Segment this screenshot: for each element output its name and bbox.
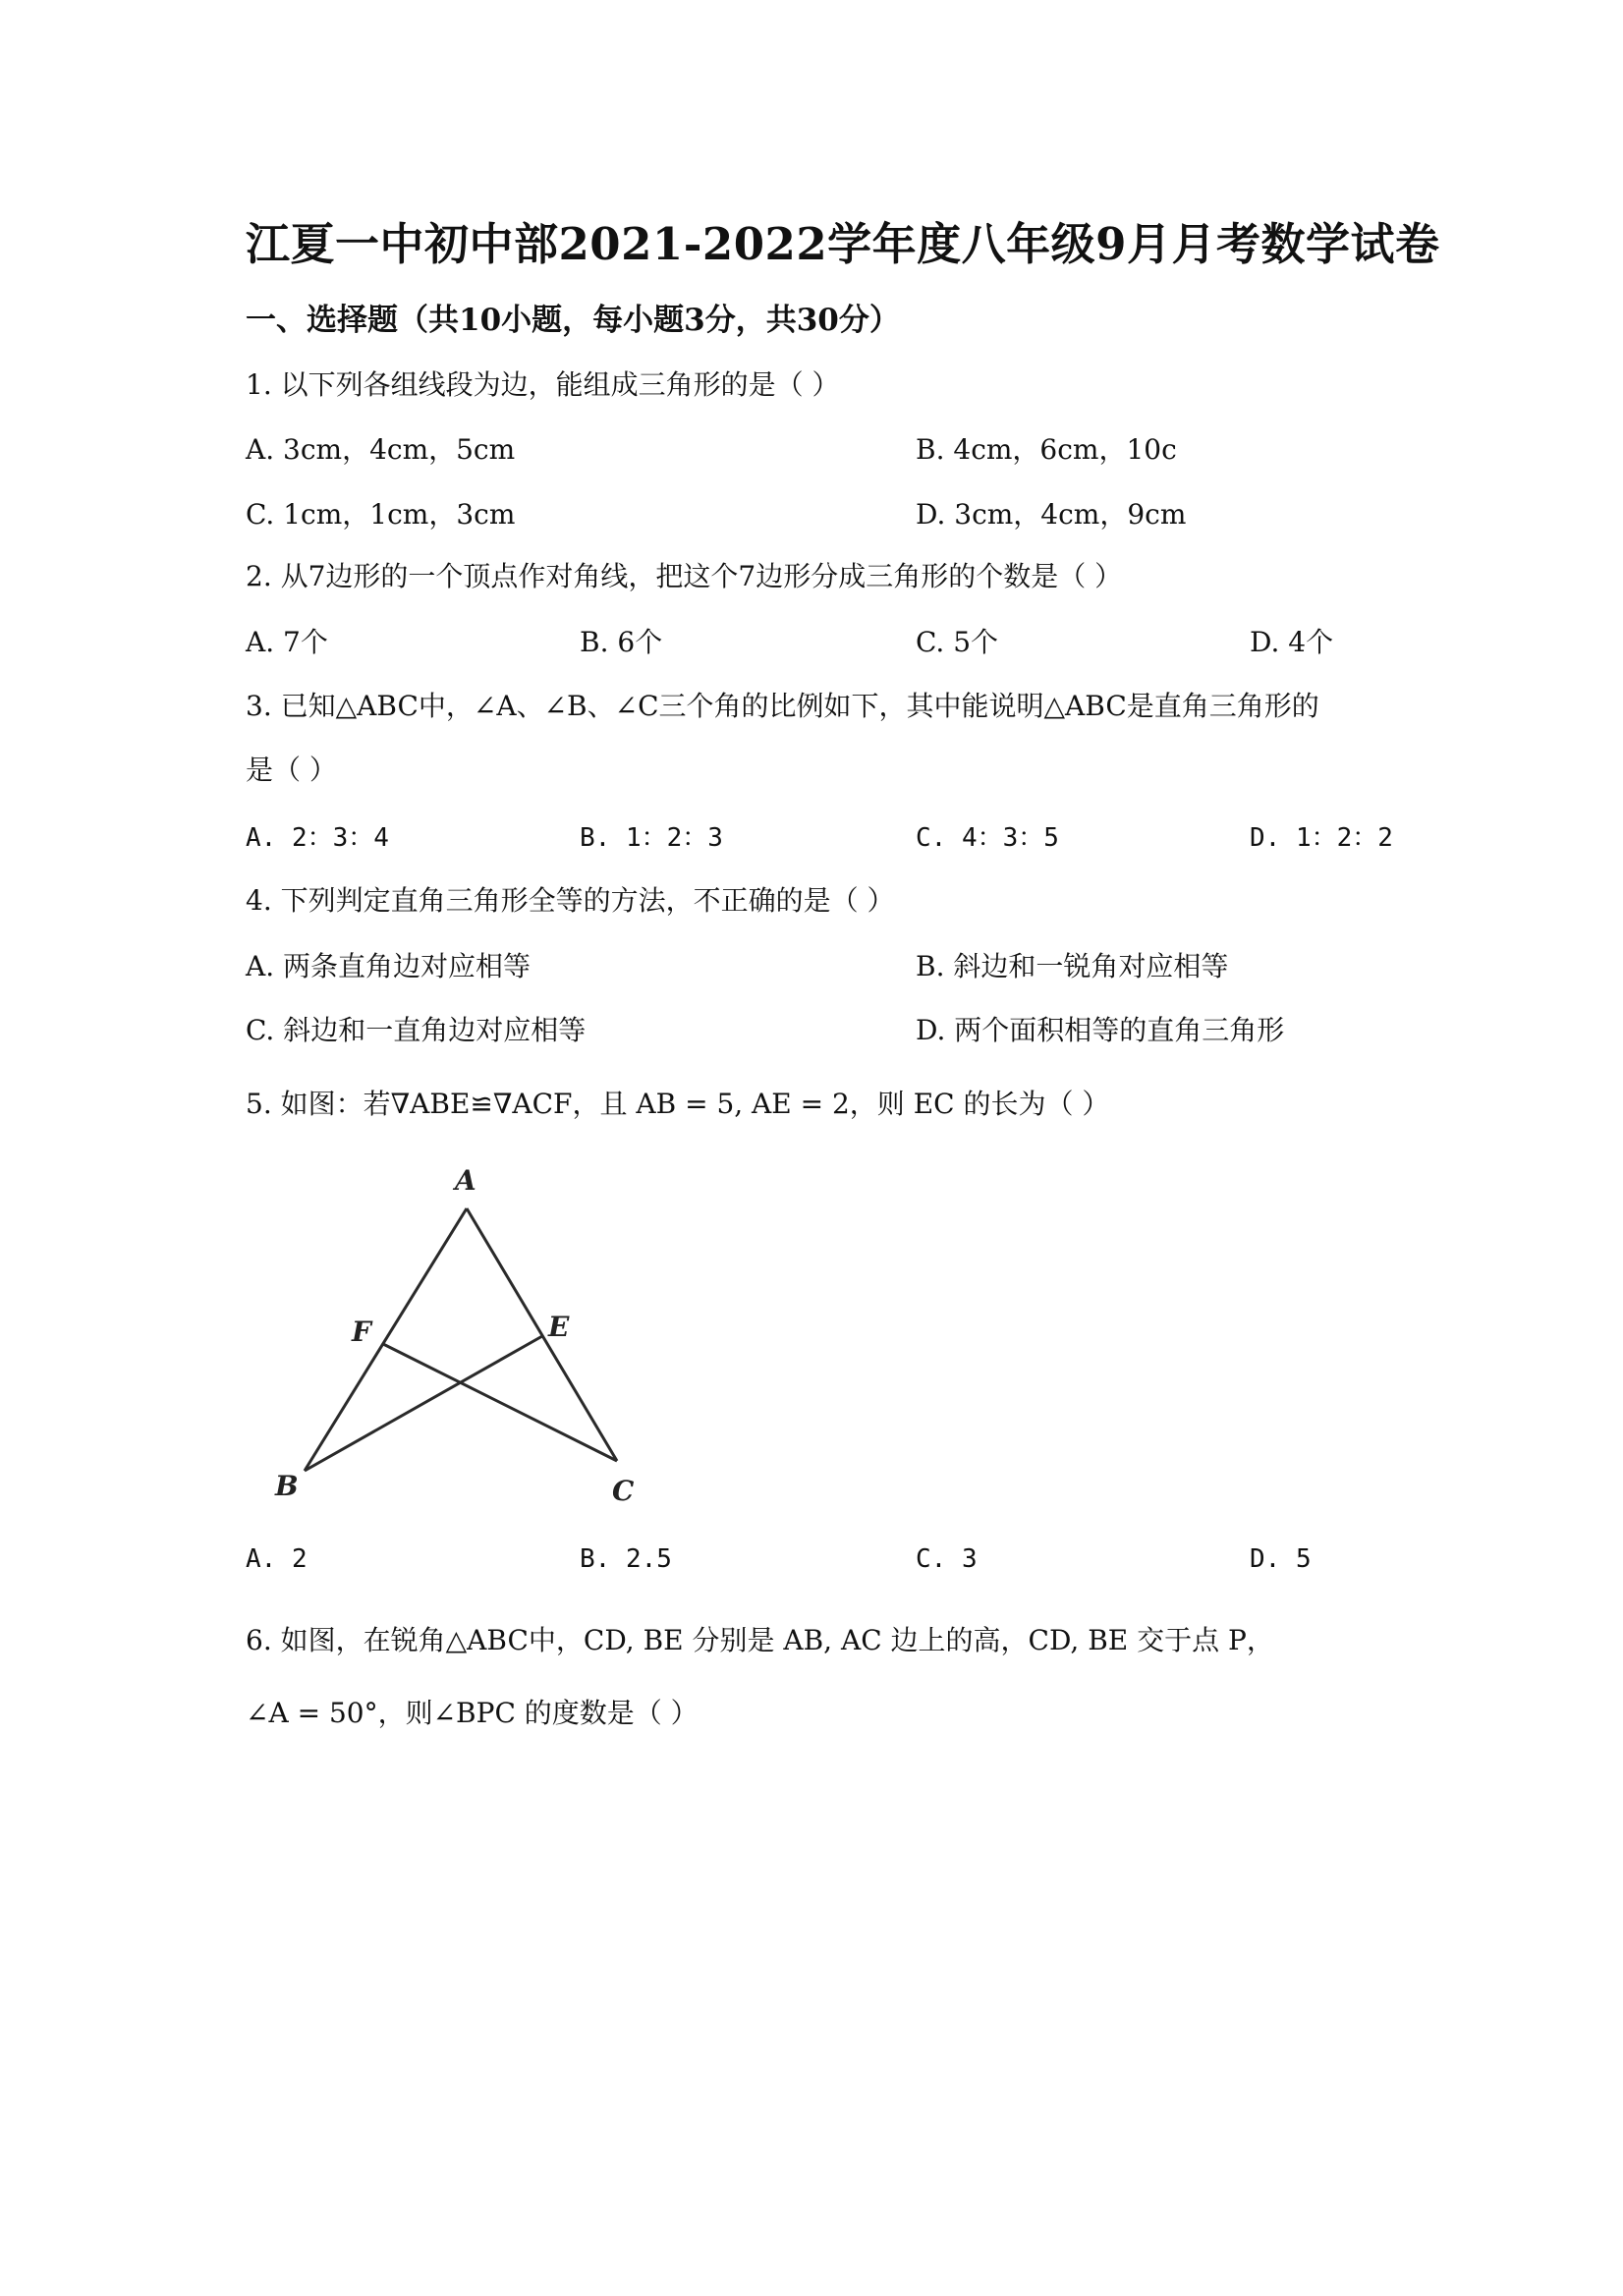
question-6-stem-line2: ∠A = 50°，则∠BPC 的度数是（ ） bbox=[246, 1697, 699, 1729]
question-5-option-c: C. 3 bbox=[916, 1544, 978, 1574]
question-3-option-d: D. 1：2：2 bbox=[1250, 823, 1393, 853]
segment-ab bbox=[305, 1208, 467, 1471]
question-3-stem-line1: 3. 已知△ABC中，∠A、∠B、∠C三个角的比例如下，其中能说明△ABC是直角三角形的 bbox=[246, 690, 1319, 722]
triangle-figure bbox=[265, 1154, 678, 1518]
question-3-option-c: C. 4：3：5 bbox=[916, 823, 1059, 853]
question-4-option-b: B. 斜边和一锐角对应相等 bbox=[916, 950, 1229, 982]
label-c: C bbox=[612, 1475, 635, 1507]
question-3-stem-line2: 是（ ） bbox=[246, 754, 337, 786]
label-a: A bbox=[455, 1164, 476, 1197]
label-e: E bbox=[548, 1311, 570, 1343]
question-1-stem: 1. 以下列各组线段为边，能组成三角形的是（ ） bbox=[246, 368, 840, 401]
exam-title: 江夏一中初中部2021-2022学年度八年级9月月考数学试卷 bbox=[246, 218, 1440, 270]
question-4-option-d: D. 两个面积相等的直角三角形 bbox=[916, 1014, 1285, 1046]
question-5-option-a: A. 2 bbox=[246, 1544, 308, 1574]
question-2-stem: 2. 从7边形的一个顶点作对角线，把这个7边形分成三角形的个数是（ ） bbox=[246, 560, 1123, 592]
question-1-option-b: B. 4cm，6cm，10c bbox=[916, 433, 1177, 466]
section-heading: 一、选择题（共10小题，每小题3分，共30分） bbox=[246, 303, 900, 338]
question-1-option-a: A. 3cm，4cm，5cm bbox=[246, 433, 516, 466]
question-5-option-b: B. 2.5 bbox=[580, 1544, 672, 1574]
question-4-stem: 4. 下列判定直角三角形全等的方法，不正确的是（ ） bbox=[246, 884, 895, 917]
question-5-stem: 5. 如图：若∇ABE≌∇ACF，且 AB = 5, AE = 2，则 EC 的长为（ ） bbox=[246, 1088, 1110, 1120]
label-b: B bbox=[275, 1470, 299, 1502]
question-4-option-c: C. 斜边和一直角边对应相等 bbox=[246, 1014, 587, 1046]
question-1-option-d: D. 3cm，4cm，9cm bbox=[916, 498, 1187, 531]
question-2-option-c: C. 5个 bbox=[916, 626, 999, 658]
label-f: F bbox=[352, 1316, 371, 1348]
question-1-option-c: C. 1cm，1cm，3cm bbox=[246, 498, 516, 531]
segment-be bbox=[305, 1336, 542, 1471]
question-3-option-b: B. 1：2：3 bbox=[580, 823, 723, 853]
question-4-option-a: A. 两条直角边对应相等 bbox=[246, 950, 532, 982]
question-2-option-d: D. 4个 bbox=[1250, 626, 1334, 658]
question-2-option-b: B. 6个 bbox=[580, 626, 663, 658]
question-2-option-a: A. 7个 bbox=[246, 626, 328, 658]
question-3-option-a: A. 2：3：4 bbox=[246, 823, 389, 853]
question-5-option-d: D. 5 bbox=[1250, 1544, 1312, 1574]
question-6-stem-line1: 6. 如图，在锐角△ABC中，CD, BE 分别是 AB, AC 边上的高，CD, BE 交于点 P， bbox=[246, 1624, 1274, 1656]
